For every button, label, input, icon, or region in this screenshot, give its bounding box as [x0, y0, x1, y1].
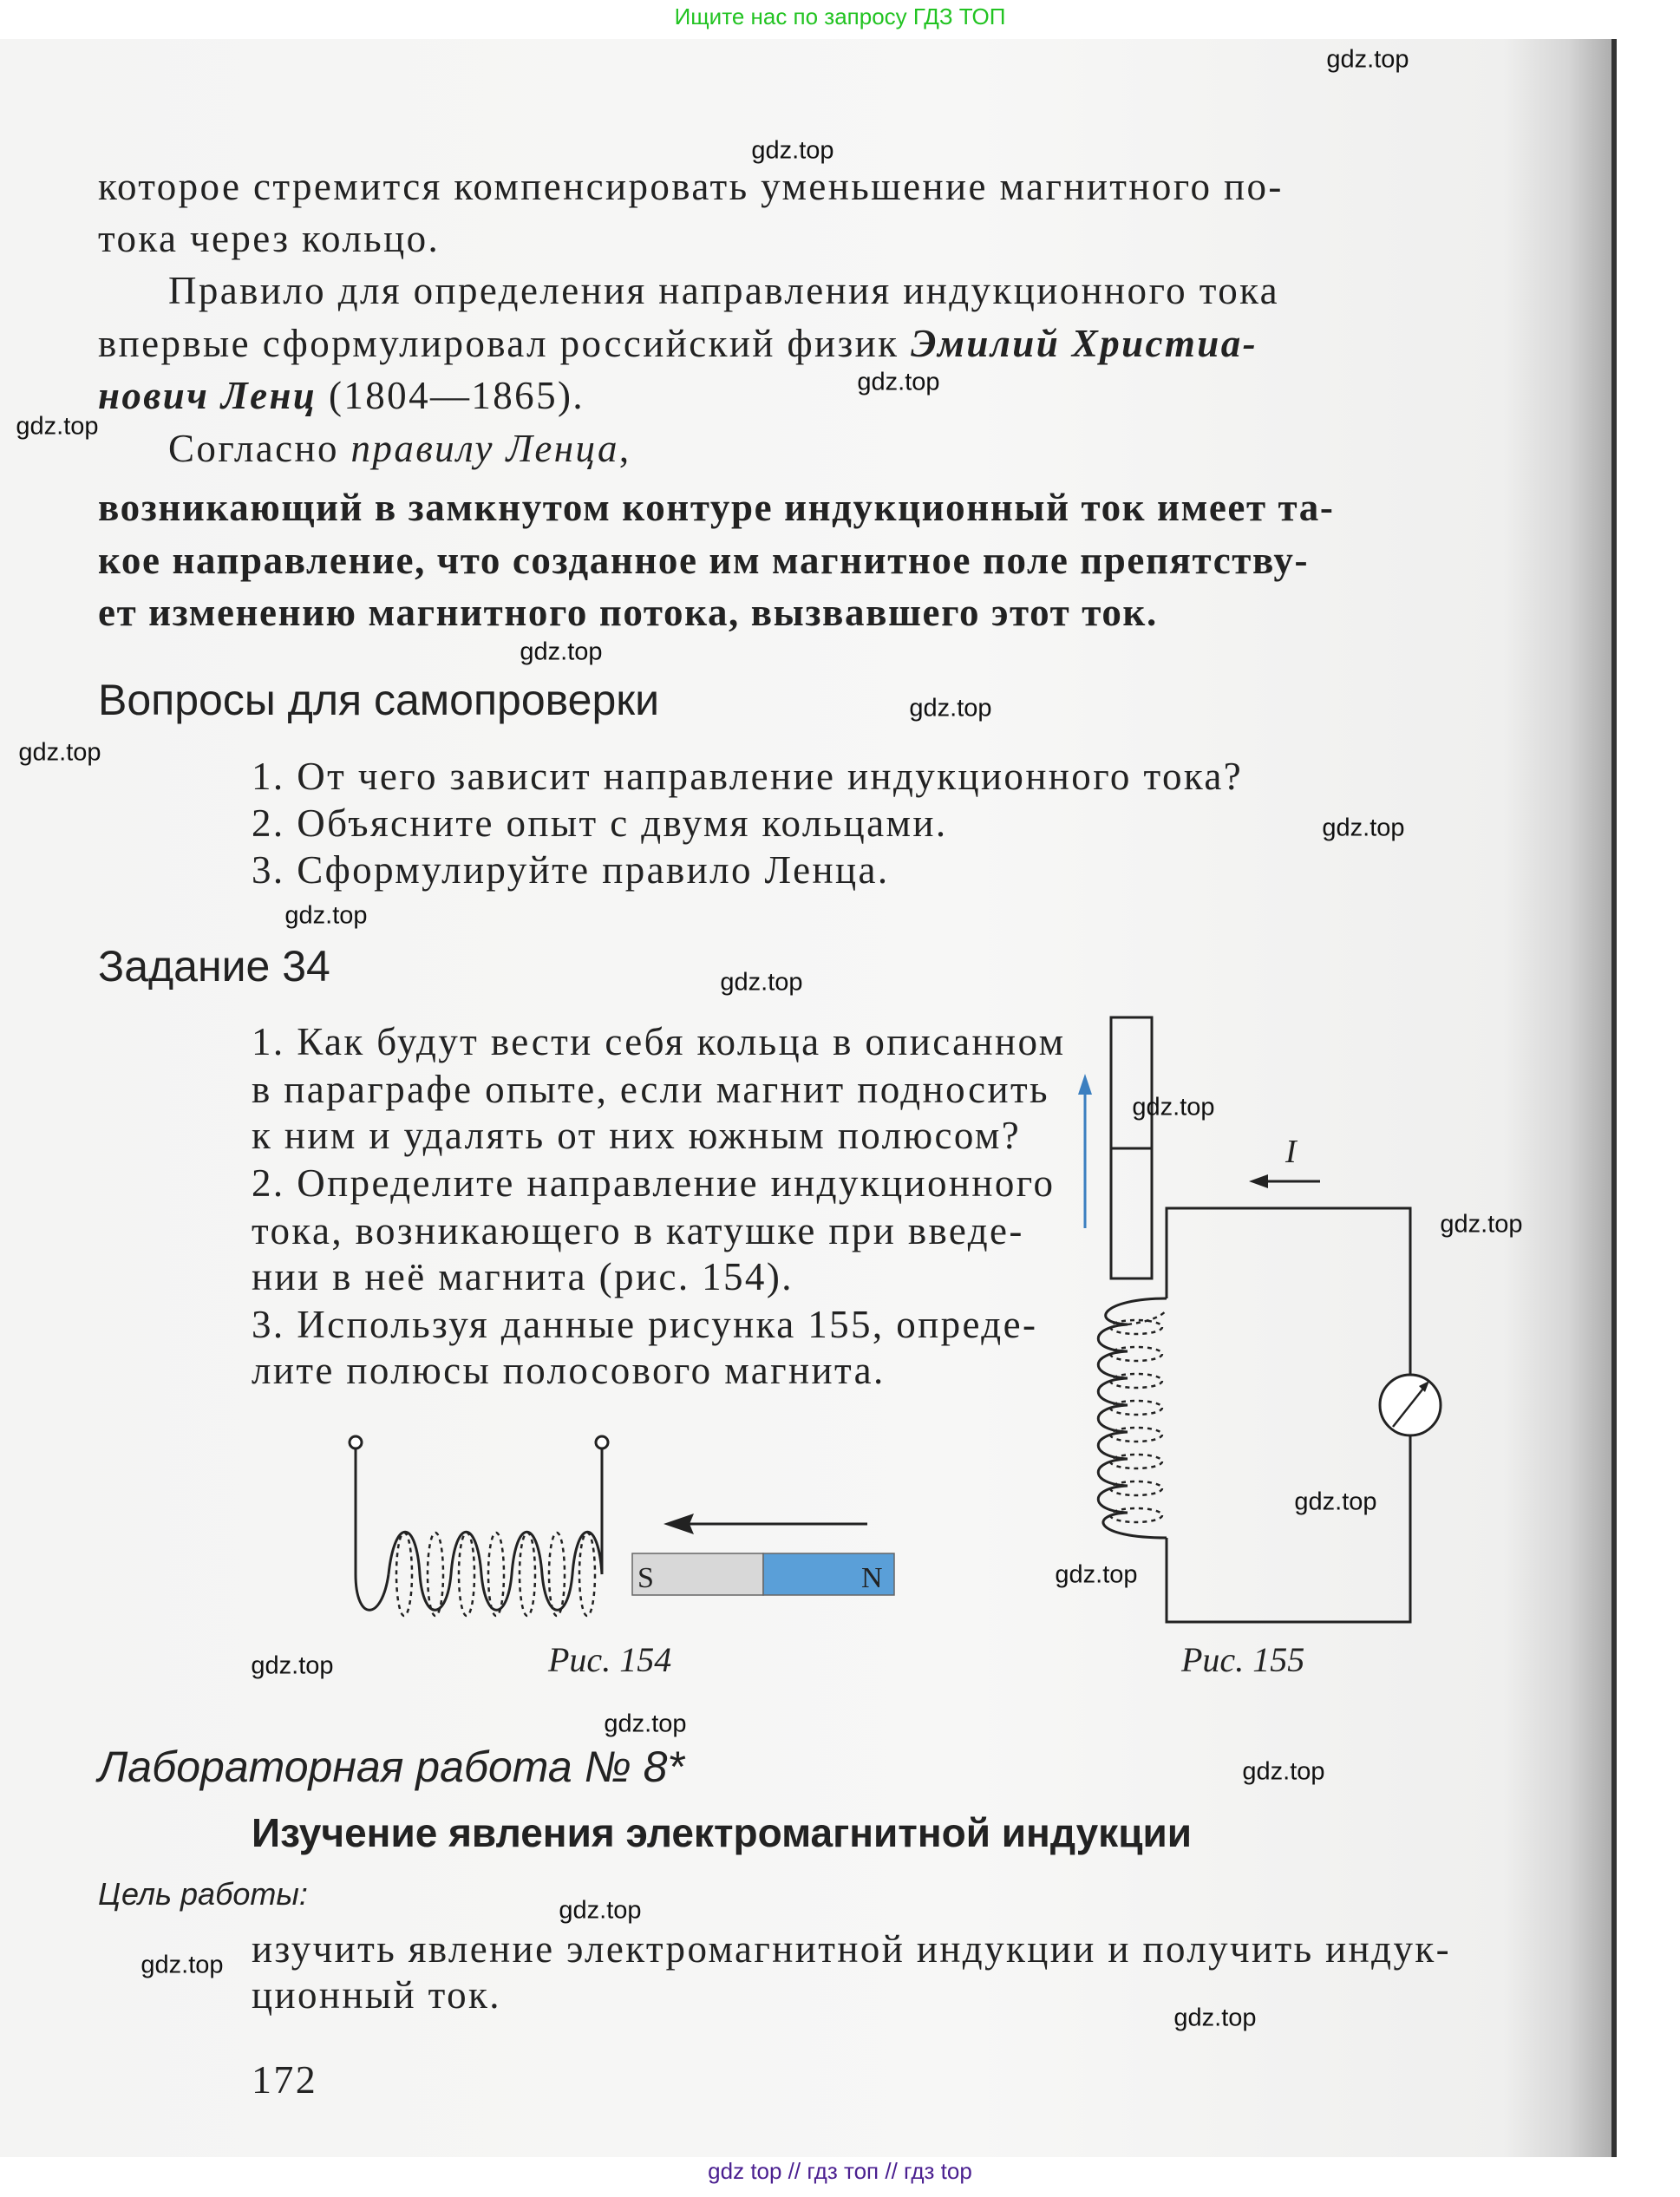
watermark: gdz.top [141, 1951, 224, 1979]
task-line: лите полюсы полосового магнита. [252, 1349, 886, 1392]
watermark: gdz.top [751, 136, 834, 165]
self-check-heading: Вопросы для самопроверки [98, 676, 660, 724]
figure-155-coil [1098, 1298, 1167, 1538]
current-direction-arrow [1249, 1174, 1320, 1188]
page-number: 172 [252, 2057, 318, 2102]
task-heading: Задание 34 [98, 942, 330, 991]
current-label: I [1285, 1134, 1297, 1170]
text: (1804—1865). [317, 374, 585, 417]
question: 2. Объясните опыт с двумя кольцами. [252, 801, 948, 845]
text-line: которое стремится компенсировать уменьшение магнитного по- [98, 165, 1284, 208]
figure-155-magnet-tube [1111, 1017, 1152, 1278]
watermark: gdz.top [284, 901, 368, 930]
physicist-name: Эмилий Христиа- [911, 322, 1258, 365]
watermark: gdz.top [251, 1651, 334, 1680]
watermark: gdz.top [1322, 814, 1405, 842]
watermark: gdz.top [1440, 1210, 1523, 1239]
magnet-motion-arrow [664, 1514, 867, 1534]
pole-s-label: S [637, 1562, 654, 1594]
rule-line: ет изменению магнитного потока, вызвавшего этот ток. [98, 591, 1158, 634]
watermark: gdz.top [1294, 1488, 1377, 1516]
search-banner[interactable]: Ищите нас по запросу ГДЗ ТОП [674, 3, 1006, 29]
text-line: тока через кольцо. [98, 217, 441, 260]
lab-title: Лабораторная работа № 8* [98, 1743, 684, 1791]
task-line: 1. Как будут вести себя кольца в описанном [252, 1020, 1066, 1063]
watermark: gdz.top [520, 638, 603, 666]
circuit-wire [1167, 1208, 1410, 1622]
text: Согласно [168, 427, 351, 470]
footer-links[interactable]: gdz top // гдз топ // гдз top [708, 2158, 972, 2184]
text-line: Правило для определения направления индукционного тока [168, 269, 1280, 312]
watermark: gdz.top [909, 694, 992, 723]
task-line: в параграфе опыте, если магнит подносить [252, 1068, 1049, 1111]
figure-154-coil [350, 1436, 608, 1616]
watermark: gdz.top [604, 1710, 687, 1738]
term: правилу Ленца [350, 427, 619, 470]
task-line: 2. Определите направление индукционного [252, 1161, 1056, 1205]
pole-n-label: N [861, 1562, 883, 1594]
watermark: gdz.top [18, 738, 101, 767]
goal-line: изучить явление электромагнитной индукции и получить индук- [252, 1927, 1451, 1971]
text: впервые сформулировал российский физик [98, 322, 912, 365]
task-line: 3. Используя данные рисунка 155, опреде- [252, 1303, 1038, 1346]
watermark: gdz.top [1055, 1560, 1138, 1589]
task-line: к ним и удалять от них южным полюсом? [252, 1114, 1022, 1157]
rule-line: возникающий в замкнутом контуре индукционный ток имеет та- [98, 486, 1335, 529]
watermark: gdz.top [1173, 2004, 1257, 2032]
task-line: тока, возникающего в катушке при введе- [252, 1209, 1024, 1252]
watermark: gdz.top [559, 1896, 642, 1925]
physicist-name: нович Ленц [98, 374, 317, 417]
goal-line: ционный ток. [252, 1973, 501, 2017]
figure-154-caption: Рис. 154 [548, 1640, 672, 1679]
lab-subtitle: Изучение явления электромагнитной индукции [252, 1810, 1193, 1855]
text: , [618, 427, 631, 470]
watermark: gdz.top [16, 412, 99, 441]
question: 3. Сформулируйте правило Ленца. [252, 848, 890, 892]
question: 1. От чего зависит направление индукционного тока? [252, 755, 1244, 798]
goal-label: Цель работы: [98, 1876, 308, 1912]
watermark: gdz.top [1242, 1757, 1325, 1786]
watermark: gdz.top [1326, 45, 1409, 74]
magnet-up-arrow [1078, 1074, 1092, 1228]
watermark: gdz.top [857, 368, 940, 396]
figure-155-caption: Рис. 155 [1181, 1640, 1305, 1679]
rule-line: кое направление, что созданное им магнитное поле препятству- [98, 539, 1310, 582]
watermark: gdz.top [1132, 1093, 1215, 1121]
galvanometer-icon [1380, 1375, 1441, 1435]
task-line: нии в неё магнита (рис. 154). [252, 1255, 794, 1298]
watermark: gdz.top [720, 968, 803, 997]
